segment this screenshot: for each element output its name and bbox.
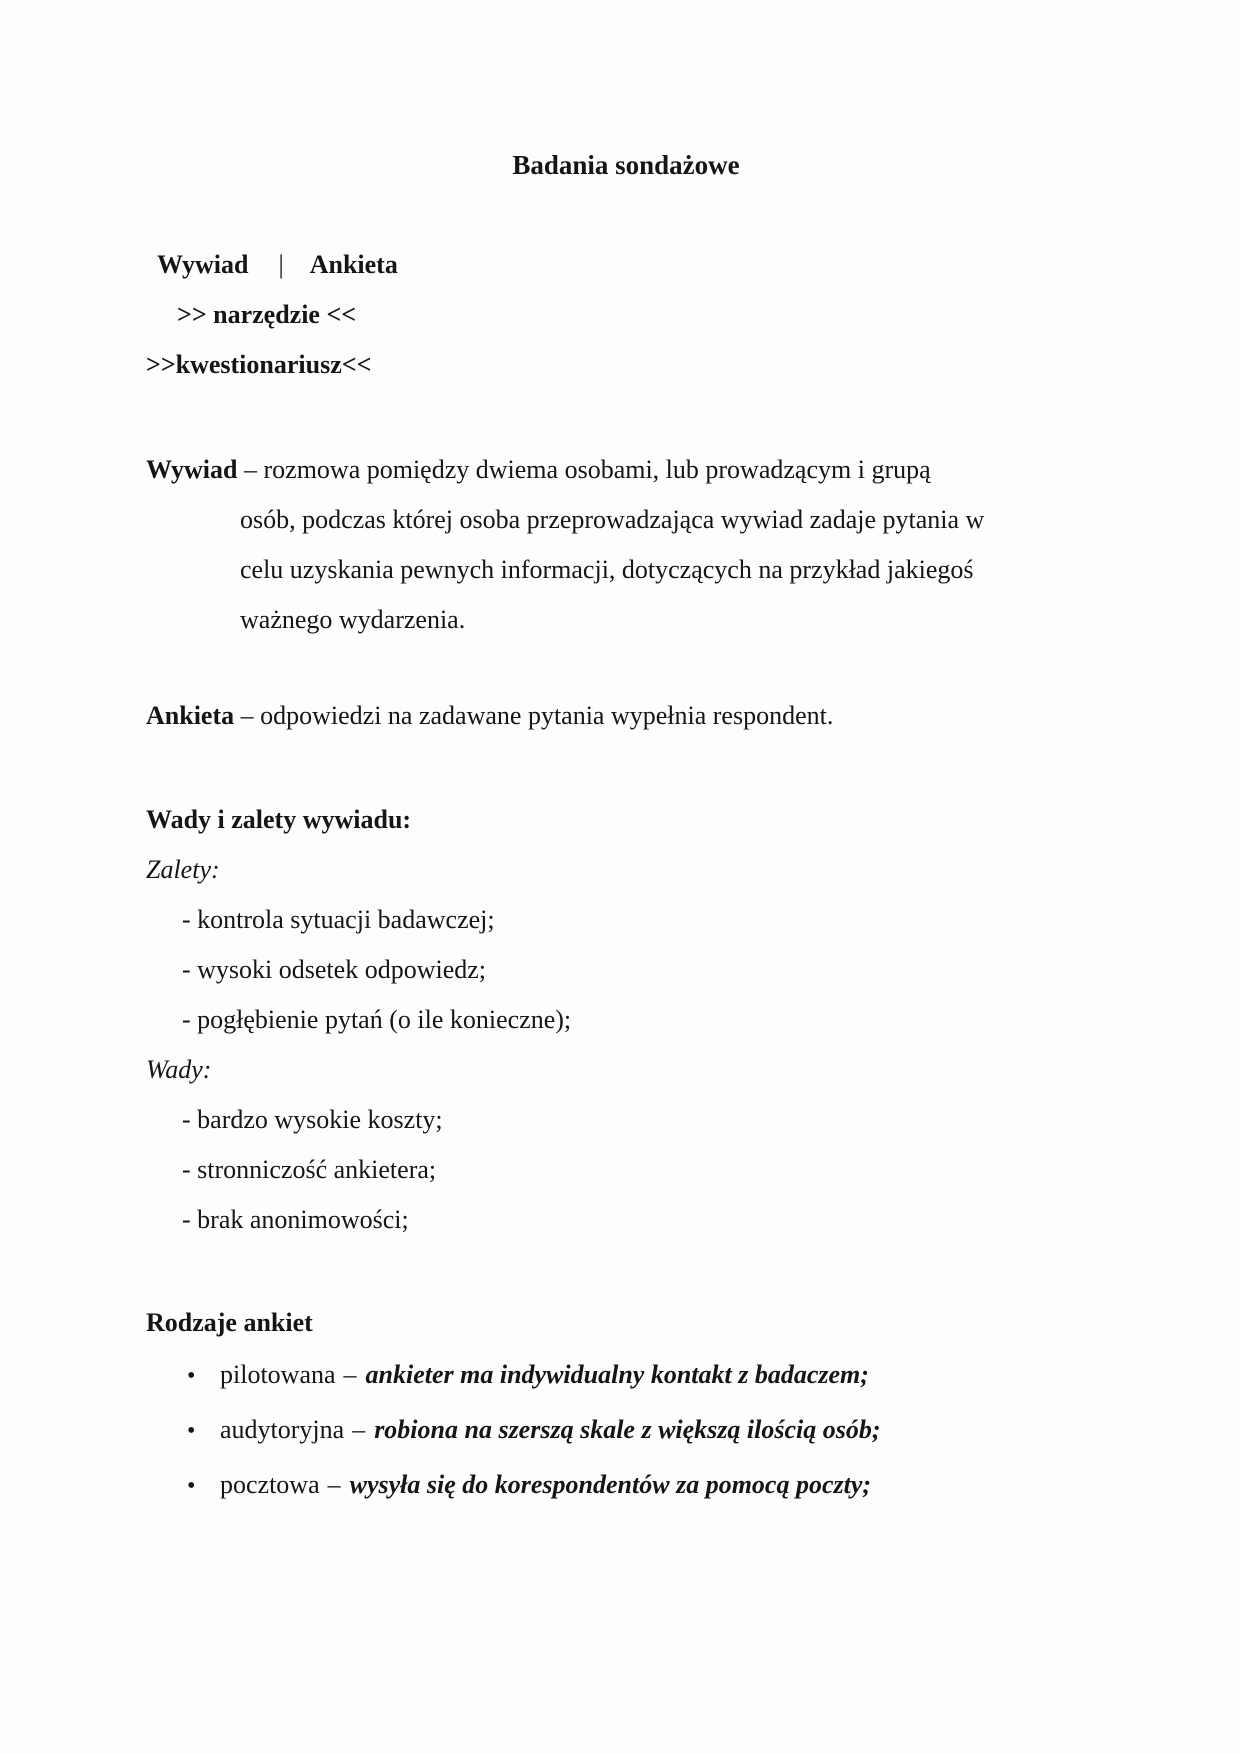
wywiad-definition-line-3: celu uzyskania pewnych informacji, dotyczących na przykład jakiegoś [240, 555, 974, 584]
survey-type-item [146, 1403, 1106, 1458]
survey-type-description: robiona na szerszą skale z większą ilością osób; [374, 1415, 881, 1444]
ankieta-definition-line [146, 691, 1106, 741]
advantage-item: - pogłębienie pytań (o ile konieczne); [182, 1005, 572, 1034]
terms-line [146, 240, 1106, 290]
survey-type-dash: – [343, 1360, 357, 1389]
wywiad-definition-text-1: – rozmowa pomiędzy dwiema osobami, lub prowadzącym i grupą [237, 455, 931, 484]
wywiad-definition [146, 445, 1106, 645]
survey-type-name: pilotowana [220, 1360, 336, 1389]
survey-type-dash: – [327, 1470, 341, 1499]
term-ankieta: Ankieta [309, 250, 398, 279]
survey-type-name: pocztowa [220, 1470, 320, 1499]
survey-type-item [146, 1458, 1106, 1513]
wywiad-definition-line-4: ważnego wydarzenia. [240, 605, 466, 634]
advantage-item: - wysoki odsetek odpowiedz; [182, 955, 487, 984]
wywiad-term: Wywiad [146, 455, 238, 484]
survey-type-name: audytoryjna [220, 1415, 345, 1444]
bullet-icon: • [187, 1363, 196, 1389]
disadvantage-item: - brak anonimowości; [182, 1205, 409, 1234]
wywiad-definition-line-2: osób, podczas której osoba przeprowadzająca wywiad zadaje pytania w [240, 505, 985, 534]
header-terms-block [146, 240, 1106, 390]
survey-type-description: ankieter ma indywidualny kontakt z badaczem; [365, 1360, 869, 1389]
survey-type-description: wysyła się do korespondentów za pomocą poczty; [349, 1470, 872, 1499]
bullet-icon: • [187, 1418, 196, 1444]
ankieta-term: Ankieta [146, 701, 235, 730]
survey-types-section [146, 1298, 1106, 1513]
pros-cons-heading: Wady i zalety wywiadu: [146, 805, 412, 834]
tool-line: >> narzędzie << [177, 300, 357, 329]
questionnaire-line: >>kwestionariusz<< [146, 350, 372, 379]
wywiad-definition-line-1 [146, 445, 1106, 495]
disadvantage-item: - bardzo wysokie koszty; [182, 1105, 443, 1134]
advantages-label: Zalety: [146, 855, 220, 884]
disadvantage-item: - stronniczość ankietera; [182, 1155, 437, 1184]
bullet-icon: • [187, 1473, 196, 1499]
document-content [146, 0, 1106, 1513]
pros-cons-section [146, 795, 1106, 1245]
advantage-item: - kontrola sytuacji badawczej; [182, 905, 495, 934]
document-title: Badania sondażowe [512, 150, 740, 180]
survey-type-dash: – [352, 1415, 366, 1444]
survey-type-item [146, 1348, 1106, 1403]
term-wywiad: Wywiad [157, 250, 249, 279]
survey-types-heading: Rodzaje ankiet [146, 1308, 313, 1337]
terms-separator: | [278, 250, 284, 279]
ankieta-definition [146, 691, 1106, 741]
disadvantages-label: Wady: [146, 1055, 212, 1084]
ankieta-definition-text: – odpowiedzi na zadawane pytania wypełnia respondent. [234, 701, 834, 730]
